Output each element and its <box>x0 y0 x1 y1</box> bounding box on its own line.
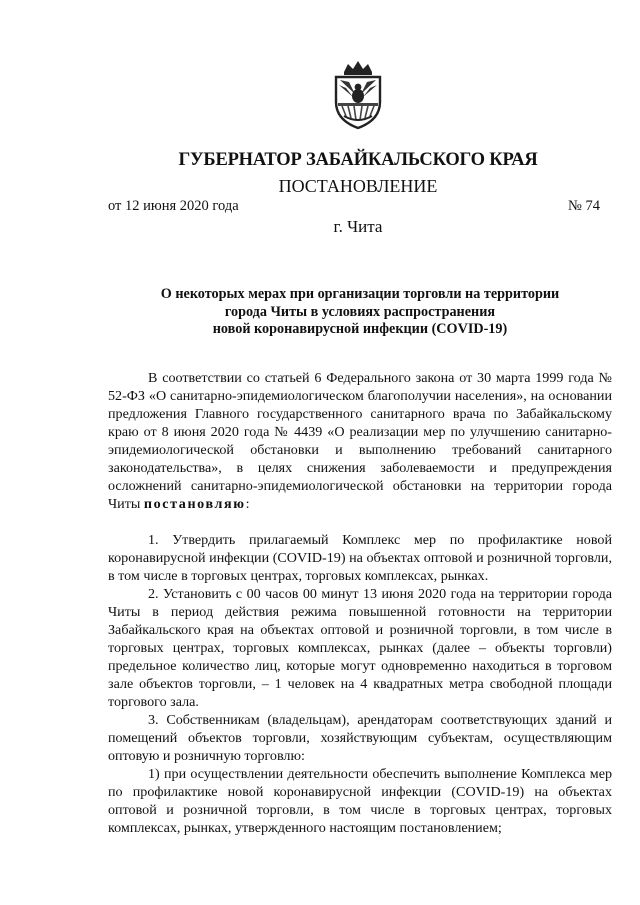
preamble-paragraph <box>108 369 612 513</box>
preamble-text: В соответствии со статьей 6 Федерального закона от 30 марта 1999 года № 52-ФЗ «О санитарно-эпидемиологическом благополучии населения», на основании предложения Главного государственного санитарного врача по Забайкальскому краю от 8 июня 2020 года № 4439 «О реализации мер по улучшению санитарно-эпидемиологической обстановки и выполнению требований санитарного законодательства», в целях снижения заболеваемости и предупреждения осложнений санитарно-эпидемиологической обстановки на территории города Читы <box>108 370 612 512</box>
paragraph-3: 3. Собственникам (владельцам), арендаторам соответствующих зданий и помещений объектов торговли, хозяйствующим субъектам, осуществляющим оптовую и розничную торговлю: <box>108 712 612 764</box>
paragraph-3-1: 1) при осуществлении деятельности обеспечить выполнение Комплекса мер по профилактике новой коронавирусной инфекции (COVID-19) на объектах оптовой и розничной торговли, в том числе в торговых центрах, торговых комплексах, рынках, утвержденного настоящим постановлением; <box>108 766 612 836</box>
document-date: от 12 июня 2020 года <box>108 198 239 214</box>
document-city: г. Чита <box>333 217 383 236</box>
heading-line: новой коронавирусной инфекции (COVID-19) <box>212 321 508 337</box>
coat-of-arms-icon <box>322 58 394 130</box>
document-type: ПОСТАНОВЛЕНИЕ <box>278 176 438 196</box>
resolve-colon: : <box>245 496 250 512</box>
heading-line: О некоторых мерах при организации торговли на территории <box>160 286 560 302</box>
paragraph-1: 1. Утвердить прилагаемый Комплекс мер по профилактике новой коронавирусной инфекции (COVID-19) на объектах оптовой и розничной торговли, в том числе в торговых центрах, торговых комплексах, рынках. <box>108 532 612 584</box>
document-body <box>108 369 612 837</box>
heading-line: города Читы в условиях распространения <box>224 303 496 320</box>
document-heading <box>100 286 620 339</box>
document-number: № 74 <box>568 198 600 214</box>
page-title: ГУБЕРНАТОР ЗАБАЙКАЛЬСКОГО КРАЯ <box>178 150 538 170</box>
resolve-word: постановляю <box>143 496 246 512</box>
paragraph-2: 2. Установить с 00 часов 00 минут 13 июня 2020 года на территории города Читы в период действия режима повышенной готовности на территории Забайкальского края на объектах оптовой и розничной торговли, в том числе в торговых центрах, торговых комплексах, рынках (далее – объекты торговли) предельное количество лиц, которые могут одновременно находиться в торговом зале объектов торговли, – 1 человек на 4 квадратных метра свободной площади торгового зала. <box>108 586 612 710</box>
